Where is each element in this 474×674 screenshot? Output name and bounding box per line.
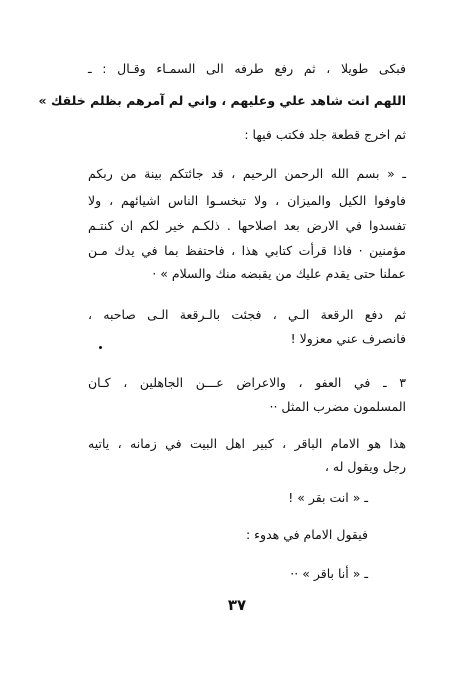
text-line-2: اللهم انت شاهد علي وعليهم ، واني لم آمرهم بظلم خلقك » [38, 93, 406, 108]
text-line-12: المسلمون مضرب المثل ·· [269, 399, 406, 414]
text-line-17: ـ « أنا باقر » ·· [290, 566, 368, 581]
text-line-8: عملنا حتى يقدم عليك من يقبضه منك والسلام » · [152, 266, 406, 281]
text-line-5: فاوفوا الكيل والميزان ، ولا تبخسـوا الناس اشيائهم ، ولا [88, 193, 406, 208]
text-line-3: ثم اخرج قطعة جلد فكتب فيها : [244, 127, 406, 142]
text-line-15: ـ « انت بقر » ! [288, 490, 368, 505]
text-line-7: مؤمنين · فاذا قرأت كتابي هذا ، فاحتفظ بما في يدك مـن [88, 243, 406, 258]
text-line-4: ـ « بسم الله الرحمن الرحيم ، قد جائتكم بينة من ربكم [88, 166, 406, 181]
text-line-9: ثم دفع الرقعة الـي ، فجئت بالـرقعة الـى صاحبه ، [88, 307, 406, 322]
text-line-14: رجل ويقول له ، [324, 459, 406, 474]
page-number: ٣٧ [227, 596, 247, 614]
text-line-10: فانصرف عني معزولا ! [290, 331, 406, 346]
text-line-13: هذا هو الامام الباقر ، كبير اهل البيت في زمانه ، ياتيه [88, 436, 406, 451]
text-line-16: فيقول الامام في هدوء : [245, 527, 368, 542]
text-line-1: فبكى طويلا ، ثم رفع طرفه الى السمـاء وقـال : ـ [88, 61, 406, 76]
text-line-11: ٣ ـ في العفو ، والاعراض عـــن الجاهلين ، كـان [88, 375, 406, 390]
stray-mark [99, 346, 102, 349]
text-line-6: تفسدوا في الارض بعد اصلاحها . ذلكـم خير لكم ان كنتـم [88, 218, 406, 233]
